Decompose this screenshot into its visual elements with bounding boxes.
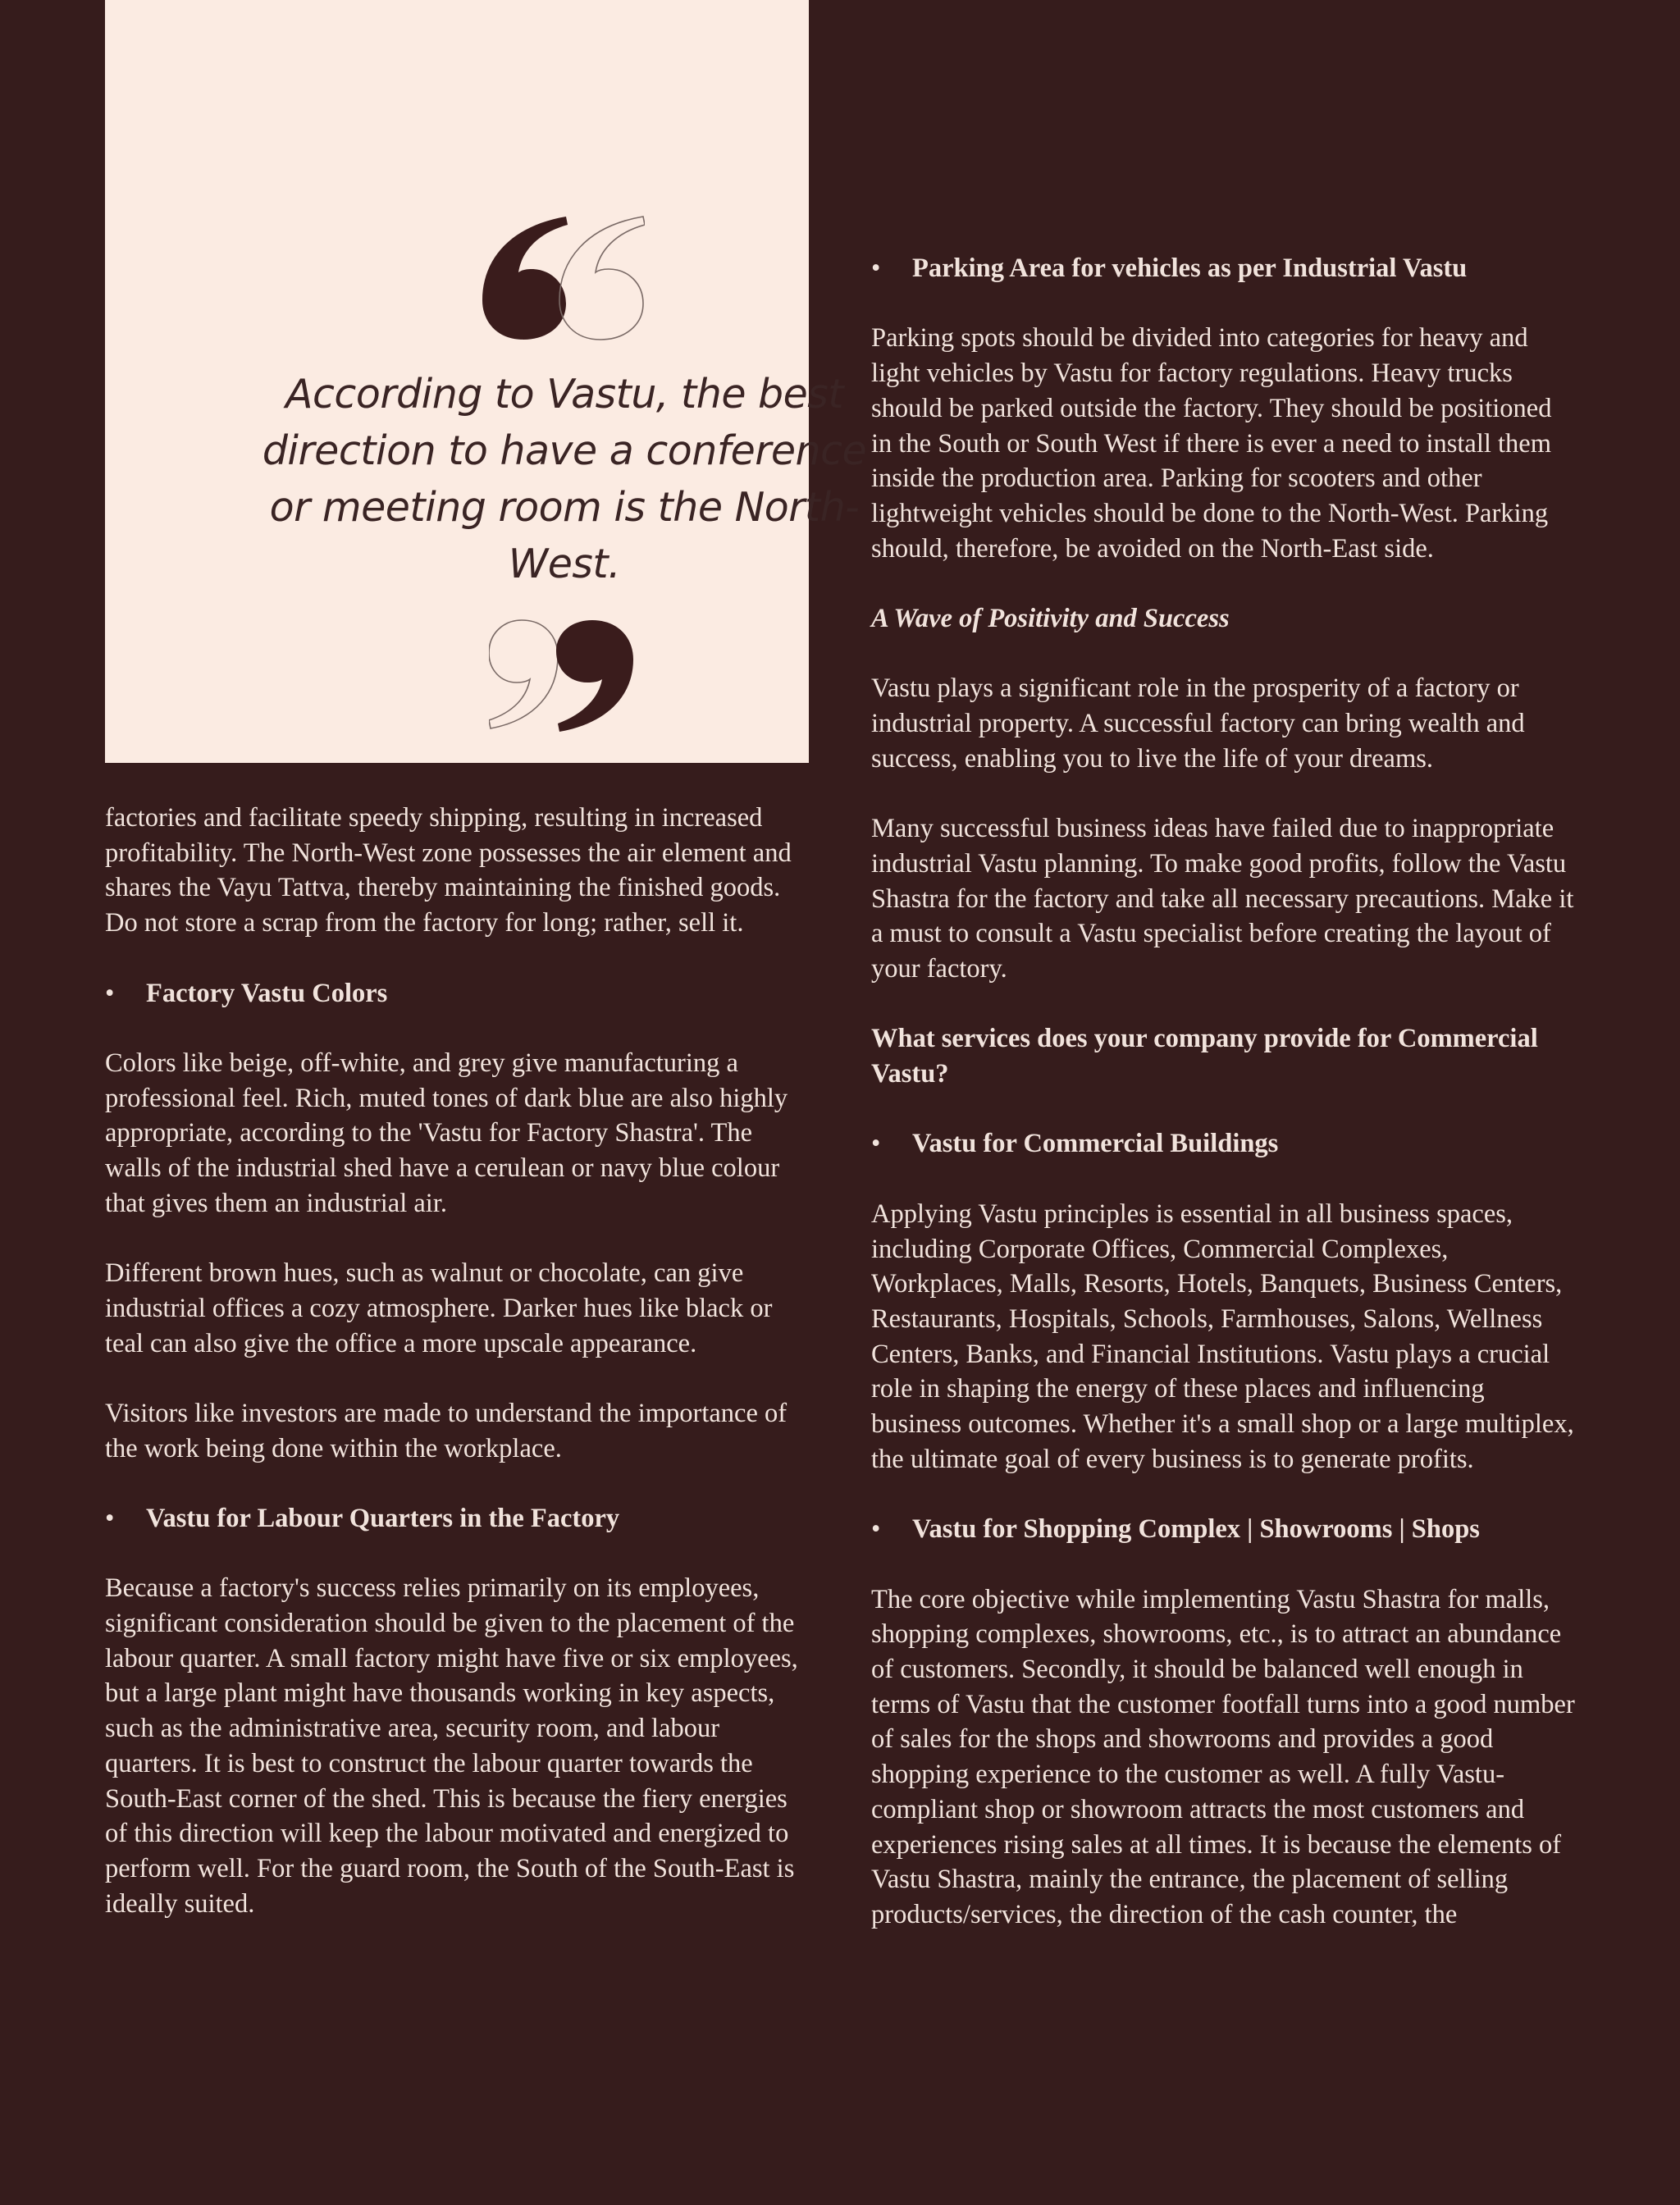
- heading-services: What services does your company provide for Commercial Vastu?: [871, 1024, 1538, 1089]
- bullet-heading-labour: [105, 1501, 810, 1536]
- bullet-heading-colors: [105, 976, 810, 1011]
- heading-text: Vastu for Commercial Buildings: [912, 1129, 1279, 1159]
- subheading-wave: A Wave of Positivity and Success: [871, 604, 1230, 633]
- paragraph: Vastu plays a significant role in the prosperity of a factory or industrial property. A successful factory can bring wealth and success, enabling you to live the life of your dreams.: [871, 673, 1525, 774]
- double-quote-open-icon: [481, 215, 645, 346]
- bullet-icon: •: [871, 1514, 881, 1545]
- bullet-icon: •: [105, 1503, 115, 1533]
- paragraph: The core objective while implementing Vastu Shastra for malls, shopping complexes, showrooms, etc., is to attract an abundance of customers. Secondly, it should be balanced well enough in terms of Vastu that the customer footfall turns into a good number of sales for the shops and showrooms and provides a good shopping experience to the customer as well. A fully Vastu-compliant shop or showroom attracts the most customers and experiences rising sales at all times. It is because the elements of Vastu Shastra, mainly the entrance, the placement of selling products/services, the direction of the cash counter, the: [871, 1584, 1575, 1929]
- bullet-heading-commercial: [871, 1126, 1577, 1162]
- heading-text: Factory Vastu Colors: [146, 978, 388, 1008]
- paragraph: Parking spots should be divided into categories for heavy and light vehicles by Vastu for factory regulations. Heavy trucks should be parked outside the factory. They should be positioned in the South or South West if there is ever a need to install them inside the production area. Parking for scooters and other lightweight vehicles should be done to the North-West. Parking should, therefore, be avoided on the North-East side.: [871, 323, 1552, 564]
- bullet-icon: •: [871, 253, 881, 283]
- left-column: [105, 801, 810, 1956]
- paragraph: Different brown hues, such as walnut or chocolate, can give industrial offices a cozy atmosphere. Darker hues like black or teal can also give the office a more upscale appearance.: [105, 1258, 773, 1358]
- right-column: [871, 251, 1577, 1967]
- paragraph: factories and facilitate speedy shipping, resulting in increased profitability. The North-West zone possesses the air element and shares the Vayu Tattva, thereby maintaining the finished goods. Do not store a scrap from the factory for long; rather, sell it.: [105, 803, 792, 938]
- paragraph: Many successful business ideas have failed due to inappropriate industrial Vastu planning. To make good profits, follow the Vastu Shastra for the factory and take all necessary precautions. Make it a must to consult a Vastu specialist before creating the layout of your factory.: [871, 814, 1574, 984]
- paragraph: Visitors like investors are made to understand the importance of the work being done within the workplace.: [105, 1398, 788, 1463]
- bullet-heading-parking: [871, 251, 1577, 286]
- paragraph: Colors like beige, off-white, and grey give manufacturing a professional feel. Rich, muted tones of dark blue are also highly appropriate, according to the 'Vastu for Factory Shastra'. The walls of the industrial shed have a cerulean or navy blue colour that gives them an industrial air.: [105, 1048, 788, 1218]
- pull-quote-text: According to Vastu, the best direction to have a conference or meeting room is the North-West.: [262, 371, 867, 587]
- bullet-icon: •: [105, 978, 115, 1008]
- paragraph: Applying Vastu principles is essential in all business spaces, including Corporate Offices, Commercial Complexes, Workplaces, Malls, Resorts, Hotels, Banquets, Business Centers, Restaurants, Hospitals, Schools, Farmhouses, Salons, Wellness Centers, Banks, and Financial Institutions. Vastu plays a crucial role in shaping the energy of these places and influencing business outcomes. Whether it's a small shop or a large multiplex, the ultimate goal of every business is to generate profits.: [871, 1198, 1574, 1474]
- heading-text: Vastu for Labour Quarters in the Factory: [146, 1503, 620, 1533]
- paragraph: Because a factory's success relies primarily on its employees, significant consideration should be given to the placement of the labour quarter. A small factory might have five or six employees, but a large plant might have thousands working in key aspects, such as the administrative area, security room, and labour quarters. It is best to construct the labour quarter towards the South-East corner of the shed. This is because the fiery energies of this direction will keep the labour motivated and energized to perform well. For the guard room, the South of the South-East is ideally suited.: [105, 1573, 798, 1919]
- bullet-heading-shopping: [871, 1512, 1577, 1547]
- pull-quote-box: [105, 0, 867, 763]
- double-quote-close-icon: [489, 617, 637, 732]
- heading-text: Vastu for Shopping Complex | Showrooms | Shops: [912, 1514, 1480, 1545]
- bullet-icon: •: [871, 1129, 881, 1159]
- heading-text: Parking Area for vehicles as per Industrial Vastu: [912, 253, 1468, 283]
